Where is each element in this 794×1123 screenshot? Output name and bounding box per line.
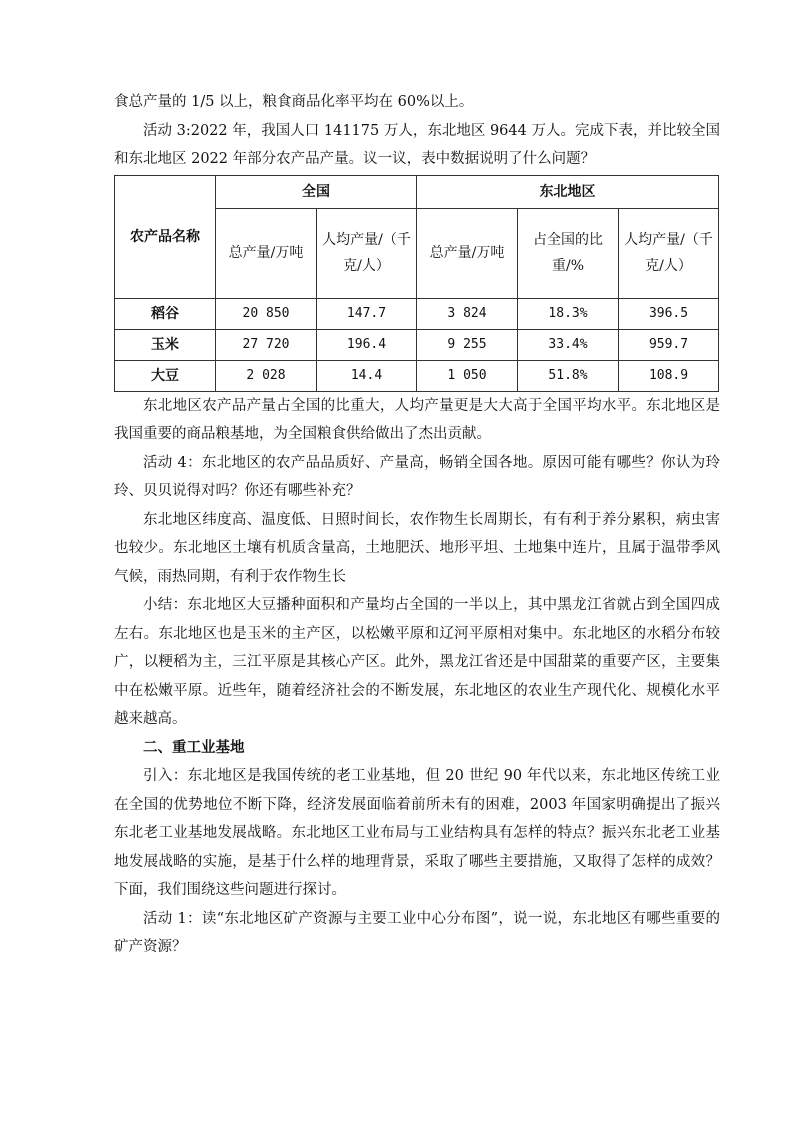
cell: 2 028	[216, 360, 317, 391]
paragraph-activity-1: 活动 1：读“东北地区矿产资源与主要工业中心分布图”，说一说，东北地区有哪些重要的矿产资源？	[114, 910, 720, 955]
table-row	[115, 329, 719, 360]
paragraph-answer: 东北地区纬度高、温度低、日照时间长，农作物生长周期长，有有利于养分累积，病虫害也较少。东北地区土壤有机质含量高，土地肥沃、地形平坦、土地集中连片，且属于温带季风气候，雨热同期，有利于农作物生长	[114, 511, 720, 585]
header-product: 农产品名称	[115, 175, 216, 298]
header-nat-total: 总产量/万吨	[216, 208, 317, 298]
cell: 51.8%	[518, 360, 619, 391]
header-northeast: 东北地区	[417, 175, 719, 208]
crop-production-table	[114, 175, 719, 392]
paragraph-table-conclusion: 东北地区农产品产量占全国的比重大，人均产量更是大大高于全国平均水平。东北地区是我国重要的商品粮基地，为全国粮食供给做出了杰出贡献。	[114, 397, 720, 442]
cell: 1 050	[417, 360, 518, 391]
table-row	[115, 298, 719, 329]
paragraph: 食总产量的 1/5 以上，粮食商品化率平均在 60%以上。	[114, 94, 474, 110]
paragraph-activity-4: 活动 4：东北地区的农产品品质好、产量高，畅销全国各地。原因可能有哪些？你认为玲玲、贝贝说得对吗？你还有哪些补充？	[114, 454, 720, 499]
header-ne-total: 总产量/万吨	[417, 208, 518, 298]
cell: 147.7	[317, 298, 417, 329]
cell: 18.3%	[518, 298, 619, 329]
cell: 20 850	[216, 298, 317, 329]
row-name: 大豆	[115, 360, 216, 391]
paragraph-activity-3: 活动 3:2022 年，我国人口 141175 万人，东北地区 9644 万人。完成下表，并比较全国和东北地区 2022 年部分农产品产量。议一议，表中数据说明了什么问题？	[114, 122, 720, 167]
cell: 14.4	[317, 360, 417, 391]
header-ne-per-capita: 人均产量/（千克/人）	[619, 208, 719, 298]
cell: 27 720	[216, 329, 317, 360]
cell: 196.4	[317, 329, 417, 360]
cell: 9 255	[417, 329, 518, 360]
header-nat-per-capita: 人均产量/（千克/人）	[317, 208, 417, 298]
cell: 33.4%	[518, 329, 619, 360]
cell: 108.9	[619, 360, 719, 391]
row-name: 稻谷	[115, 298, 216, 329]
header-ne-share: 占全国的比重/%	[518, 208, 619, 298]
table-row	[115, 360, 719, 391]
cell: 959.7	[619, 329, 719, 360]
document-page	[114, 88, 720, 962]
row-name: 玉米	[115, 329, 216, 360]
cell: 396.5	[619, 298, 719, 329]
section-heading: 二、重工业基地	[143, 738, 245, 756]
paragraph-summary: 小结：东北地区大豆播种面积和产量均占全国的一半以上，其中黑龙江省就占到全国四成左右。东北地区也是玉米的主产区，以松嫩平原和辽河平原相对集中。东北地区的水稻分布较广，以粳稻为主，三江平原是其核心产区。此外，黑龙江省还是中国甜菜的重要产区，主要集中在松嫩平原。近些年，随着经济社会的不断发展，东北地区的农业生产现代化、规模化水平越来越高。	[114, 597, 720, 727]
paragraph-intro: 引入：东北地区是我国传统的老工业基地，但 20 世纪 90 年代以来，东北地区传统工业在全国的优势地位不断下降，经济发展面临着前所未有的困难，2003 年国家明确提出了振兴东北老工业基地发展战略。东北地区工业布局与工业结构具有怎样的特点？振兴东北老工业基地发展战略的实施，是基于什么样的地理背景，采取了哪些主要措施，又取得了怎样的成效？下面，我们围绕这些问题进行探讨。	[114, 768, 720, 898]
header-national: 全国	[216, 175, 417, 208]
cell: 3 824	[417, 298, 518, 329]
